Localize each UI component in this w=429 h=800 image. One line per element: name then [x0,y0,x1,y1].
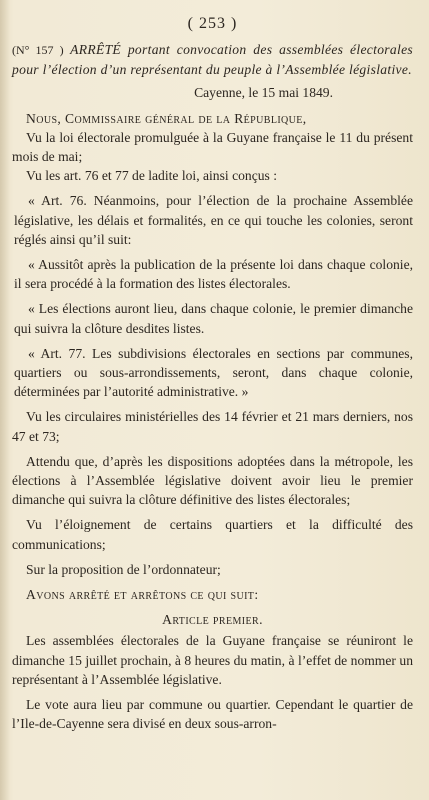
page-number: ( 253 ) [187,15,238,32]
considerant-circulaires: Vu les circulaires ministérielles des 14 février et 21 mars derniers, nos 47 et 73; [12,409,413,444]
considerant-articles: Vu les art. 76 et 77 de ladite loi, ainsi conçus : [26,168,277,184]
quote-listes: « Aussitôt après la publication de la présente loi dans chaque colonie, il sera procédé à la formation des listes électorales. [14,257,413,292]
article-1-paragraph-2: Le vote aura lieu par commune ou quartier. Cependant le quartier de l’Ile-de-Cayenne sera divisé en deux sous-arron- [12,697,413,732]
quote-article-77: « Art. 77. Les subdivisions électorales en sections par communes, quartiers ou sous-arrondissements, seront, dans chaque colonie, déterminées par l’autorité administrative. » [14,345,413,400]
opening-line: Nous, Commissaire général de la République, [26,110,307,126]
quote-article-76: « Art. 76. Néanmoins, pour l’élection de la prochaine Assemblée législative, les délais et formalités, en ce qui touche les colonies, seront réglés ainsi qu’il suit: [14,193,413,247]
decree-title: ARRÊTÉ portant convocation des assemblées électorales pour l’élection d’un représentant du peuple à l’Assemblée législative. [12,42,413,78]
article-1-paragraph-1: Les assemblées électorales de la Guyane française se réuniront le dimanche 15 juillet prochain, à 8 heures du matin, à l’effet de nommer un représentant à l’Assemblée législative. [12,633,413,687]
decree-number: (N° 157 ) [12,43,64,57]
quote-elections: « Les élections auront lieu, dans chaque colonie, le premier dimanche qui suivra la clôture desdites listes. [14,301,413,336]
binding-shadow [0,0,10,800]
article-heading: Article premier. [162,612,263,628]
decree-header [12,40,413,79]
decree-formula: Avons arrêté et arrêtons ce qui suit: [26,587,259,603]
dateline: Cayenne, le 15 mai 1849. [194,85,333,101]
considerant-loi: Vu la loi électorale promulguée à la Guyane française le 11 du présent mois de mai; [12,129,413,165]
considerant-attendu: Attendu que, d’après les dispositions adoptées dans la métropole, les élections à l’Assemblée législative doivent avoir lieu le premier dimanche qui suivra la clôture définitive des listes électorales; [12,453,413,508]
considerant-proposition: Sur la proposition de l’ordonnateur; [26,561,221,577]
considerant-eloignement: Vu l’éloignement de certains quartiers et la difficulté des communications; [12,517,413,552]
